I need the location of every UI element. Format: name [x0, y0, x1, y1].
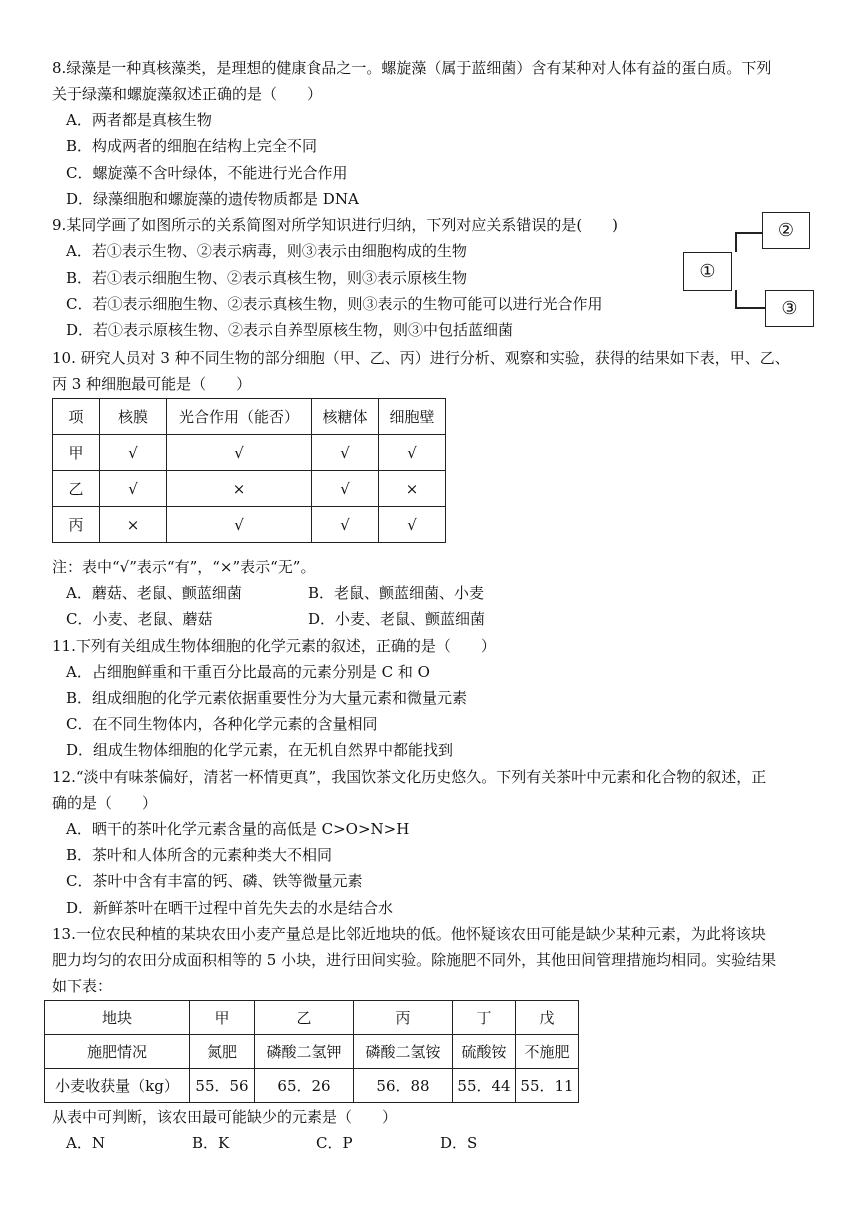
table-cell: 乙 — [255, 1001, 354, 1035]
q12-stem-line1: 12.“淡中有味茶偏好，清茗一杯情更真”，我国饮茶文化历史悠久。下列有关茶叶中元素和化合物的叙述，正 — [52, 768, 767, 786]
q10-option-a: A．蘑菇、老鼠、颤蓝细菌 — [66, 584, 242, 602]
q10-option-c: C．小麦、老鼠、蘑菇 — [66, 610, 213, 628]
table-cell: 丙 — [354, 1001, 453, 1035]
q12-option-b: B．茶叶和人体所含的元素种类大不相同 — [66, 846, 333, 864]
table-cell: 氮肥 — [190, 1035, 255, 1069]
q9-option-c: C．若①表示细胞生物、②表示真核生物，则③表示的生物可能可以进行光合作用 — [66, 295, 603, 313]
table-header: 项 — [53, 399, 100, 435]
q10-option-b: B．老鼠、颤蓝细菌、小麦 — [308, 584, 485, 602]
q13-stem-line1: 13.一位农民种植的某块农田小麦产量总是比邻近地块的低。他怀疑该农田可能是缺少某种元素，为此将该块 — [52, 925, 766, 943]
table-cell: 施肥情况 — [45, 1035, 190, 1069]
table-cell: 55．11 — [516, 1069, 579, 1103]
q13-option-a: A．N — [66, 1134, 105, 1152]
q8-stem-line1: 8.绿藻是一种真核藻类，是理想的健康食品之一。螺旋藻（属于蓝细菌）含有某种对人体有益的蛋白质。下列 — [52, 59, 772, 77]
table-cell: 65．26 — [255, 1069, 354, 1103]
table-cell: × — [167, 471, 312, 507]
table-cell: 55．44 — [453, 1069, 516, 1103]
table-row — [45, 1069, 579, 1103]
table-cell: 甲 — [190, 1001, 255, 1035]
q13-option-d: D．S — [440, 1134, 478, 1152]
q9-option-b: B．若①表示细胞生物、②表示真核生物，则③表示原核生物 — [66, 269, 468, 287]
q10-option-d: D．小麦、老鼠、颤蓝细菌 — [308, 610, 486, 628]
q8-option-d: D．绿藻细胞和螺旋藻的遗传物质都是 DNA — [66, 190, 359, 208]
q13-stem-line3: 如下表： — [52, 977, 113, 995]
table-cell: 小麦收获量（kg） — [45, 1069, 190, 1103]
table-cell: 不施肥 — [516, 1035, 579, 1069]
q10-table — [52, 398, 446, 543]
q8-stem-line2: 关于绿藻和螺旋藻叙述正确的是（ ） — [52, 85, 323, 103]
q10-stem-line1: 10. 研究人员对 3 种不同生物的部分细胞（甲、乙、丙）进行分析、观察和实验，获得的结果如下表，甲、乙、 — [52, 349, 790, 367]
connector-top — [735, 232, 762, 234]
table-cell: 地块 — [45, 1001, 190, 1035]
q12-stem-line2: 确的是（ ） — [52, 794, 158, 812]
table-row — [53, 507, 446, 543]
q8-option-c: C．螺旋藻不含叶绿体，不能进行光合作用 — [66, 164, 348, 182]
table-cell: 磷酸二氢铵 — [354, 1035, 453, 1069]
table-cell: 55．56 — [190, 1069, 255, 1103]
connector-bottom — [735, 307, 765, 309]
q12-option-d: D．新鲜茶叶在晒干过程中首先失去的水是结合水 — [66, 899, 394, 917]
table-cell: √ — [312, 471, 379, 507]
table-cell: 甲 — [53, 435, 100, 471]
q11-option-b: B．组成细胞的化学元素依据重要性分为大量元素和微量元素 — [66, 689, 468, 707]
q8-option-b: B．构成两者的细胞在结构上完全不同 — [66, 137, 318, 155]
table-cell: √ — [379, 507, 446, 543]
table-header: 光合作用（能否） — [167, 399, 312, 435]
q8-option-a: A．两者都是真核生物 — [66, 111, 212, 129]
table-cell: √ — [100, 435, 167, 471]
q9-stem: 9.某同学画了如图所示的关系简图对所学知识进行归纳，下列对应关系错误的是( ) — [52, 216, 619, 234]
q9-option-a: A．若①表示生物、②表示病毒，则③表示由细胞构成的生物 — [66, 242, 467, 260]
table-header: 核糖体 — [312, 399, 379, 435]
table-cell: 丁 — [453, 1001, 516, 1035]
table-row — [45, 1001, 579, 1035]
diagram-box-2: ② — [762, 212, 810, 249]
table-row — [53, 471, 446, 507]
q13-stem-line2: 肥力均匀的农田分成面积相等的 5 小块，进行田间实验。除施肥不同外，其他田间管理措施均相同。实验结果 — [52, 951, 777, 969]
q12-option-a: A．晒干的茶叶化学元素含量的高低是 C>O>N>H — [66, 820, 410, 838]
table-header: 核膜 — [100, 399, 167, 435]
table-cell: 乙 — [53, 471, 100, 507]
diagram-box-1: ① — [683, 252, 732, 291]
connector-top-vertical — [735, 232, 737, 252]
table-cell: × — [379, 471, 446, 507]
table-cell: √ — [379, 435, 446, 471]
table-row — [45, 1035, 579, 1069]
q13-option-c: C．P — [316, 1134, 353, 1152]
table-cell: 丙 — [53, 507, 100, 543]
table-cell: 硫酸铵 — [453, 1035, 516, 1069]
table-cell: √ — [312, 507, 379, 543]
q10-stem-line2: 丙 3 种细胞最可能是（ ） — [52, 375, 252, 393]
q11-stem: 11.下列有关组成生物体细胞的化学元素的叙述，正确的是（ ） — [52, 637, 496, 655]
q11-option-c: C．在不同生物体内，各种化学元素的含量相同 — [66, 715, 378, 733]
table-cell: √ — [100, 471, 167, 507]
q10-note: 注：表中“√”表示“有”，“×”表示“无”。 — [52, 558, 316, 576]
q11-option-d: D．组成生物体细胞的化学元素，在无机自然界中都能找到 — [66, 741, 454, 759]
table-cell: √ — [312, 435, 379, 471]
diagram-box-3: ③ — [765, 290, 814, 327]
table-cell: √ — [167, 435, 312, 471]
table-cell: 戊 — [516, 1001, 579, 1035]
table-header-row — [53, 399, 446, 435]
table-cell: × — [100, 507, 167, 543]
connector-bottom-vertical — [735, 290, 737, 308]
q13-stem-line4: 从表中可判断，该农田最可能缺少的元素是（ ） — [52, 1108, 398, 1126]
table-row — [53, 435, 446, 471]
table-header: 细胞壁 — [379, 399, 446, 435]
table-cell: 磷酸二氢钾 — [255, 1035, 354, 1069]
q13-option-b: B．K — [192, 1134, 230, 1152]
table-cell: √ — [167, 507, 312, 543]
table-cell: 56．88 — [354, 1069, 453, 1103]
q11-option-a: A．占细胞鲜重和干重百分比最高的元素分别是 C 和 O — [66, 663, 430, 681]
q13-table — [44, 1000, 579, 1103]
q9-option-d: D．若①表示原核生物、②表示自养型原核生物，则③中包括蓝细菌 — [66, 321, 514, 339]
q12-option-c: C．茶叶中含有丰富的钙、磷、铁等微量元素 — [66, 872, 363, 890]
